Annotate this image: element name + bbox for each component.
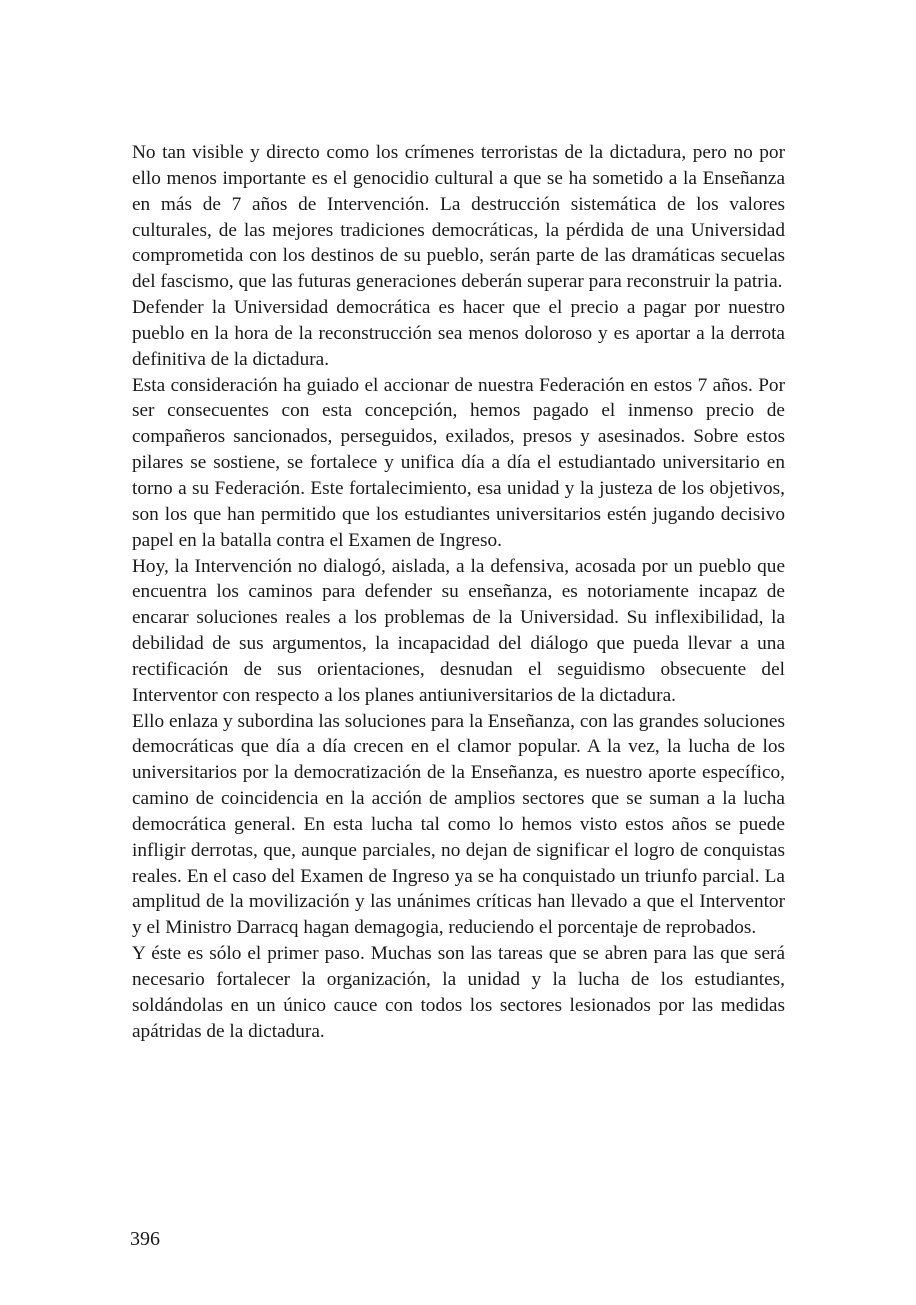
paragraph: Esta consideración ha guiado el accionar de nuestra Federación en estos 7 años. Por ser consecuentes con esta concepción, hemos pagado el inmenso precio de compañeros sancionados, perseguidos, exilados, presos y asesinados. Sobre estos pilares se sostiene, se fortalece y unifica día a día el estudiantado universitario en torno a su Federación. Este fortalecimiento, esa unidad y la justeza de los objetivos, son los que han permitido que los estudiantes universitarios estén jugando decisivo papel en la batalla contra el Examen de Ingreso.: [132, 374, 785, 551]
page-number: 396: [130, 1228, 160, 1250]
paragraph: Defender la Universidad democrática es hacer que el precio a pagar por nuestro pueblo en la hora de la reconstrucción sea menos doloroso y es aportar a la derrota definitiva de la dictadura.: [132, 297, 785, 370]
body-text: [132, 140, 785, 1045]
paragraph: No tan visible y directo como los crímenes terroristas de la dictadura, pero no por ello menos importante es el genocidio cultural a que se ha sometido a la Enseñanza en más de 7 años de Intervención. La destrucción sistemática de los valores culturales, de las mejores tradiciones democráticas, la pérdida de una Universidad comprometida con los destinos de su pueblo, serán parte de las dramáticas secuelas del fascismo, que las futuras generaciones deberán superar para reconstruir la patria.: [132, 142, 785, 293]
paragraph: Hoy, la Intervención no dialogó, aislada, a la defensiva, acosada por un pueblo que encuentra los caminos para defender su enseñanza, es notoriamente incapaz de encarar soluciones reales a los problemas de la Universidad. Su inflexibilidad, la debilidad de sus argumentos, la incapacidad del diálogo que pueda llevar a una rectificación de sus orientaciones, desnudan el seguidismo obsecuente del Interventor con respecto a los planes antiuniversitarios de la dictadura.: [132, 555, 785, 706]
paragraph: Y éste es sólo el primer paso. Muchas son las tareas que se abren para las que será necesario fortalecer la organización, la unidad y la lucha de los estudiantes, soldándolas en un único cauce con todos los sectores lesionados por las medidas apátridas de la dictadura.: [132, 943, 785, 1042]
paragraph: Ello enlaza y subordina las soluciones para la Enseñanza, con las grandes soluciones democráticas que día a día crecen en el clamor popular. A la vez, la lucha de los universitarios por la democratización de la Enseñanza, es nuestro aporte específico, camino de coincidencia en la acción de amplios sectores que se suman a la lucha democrática general. En esta lucha tal como lo hemos visto estos años se puede infligir derrotas, que, aunque parciales, no dejan de significar el logro de conquistas reales. En el caso del Examen de Ingreso ya se ha conquistado un triunfo parcial. La amplitud de la movilización y las unánimes críticas han llevado a que el Interventor y el Ministro Darracq hagan demagogia, reduciendo el porcentaje de reprobados.: [132, 710, 785, 939]
